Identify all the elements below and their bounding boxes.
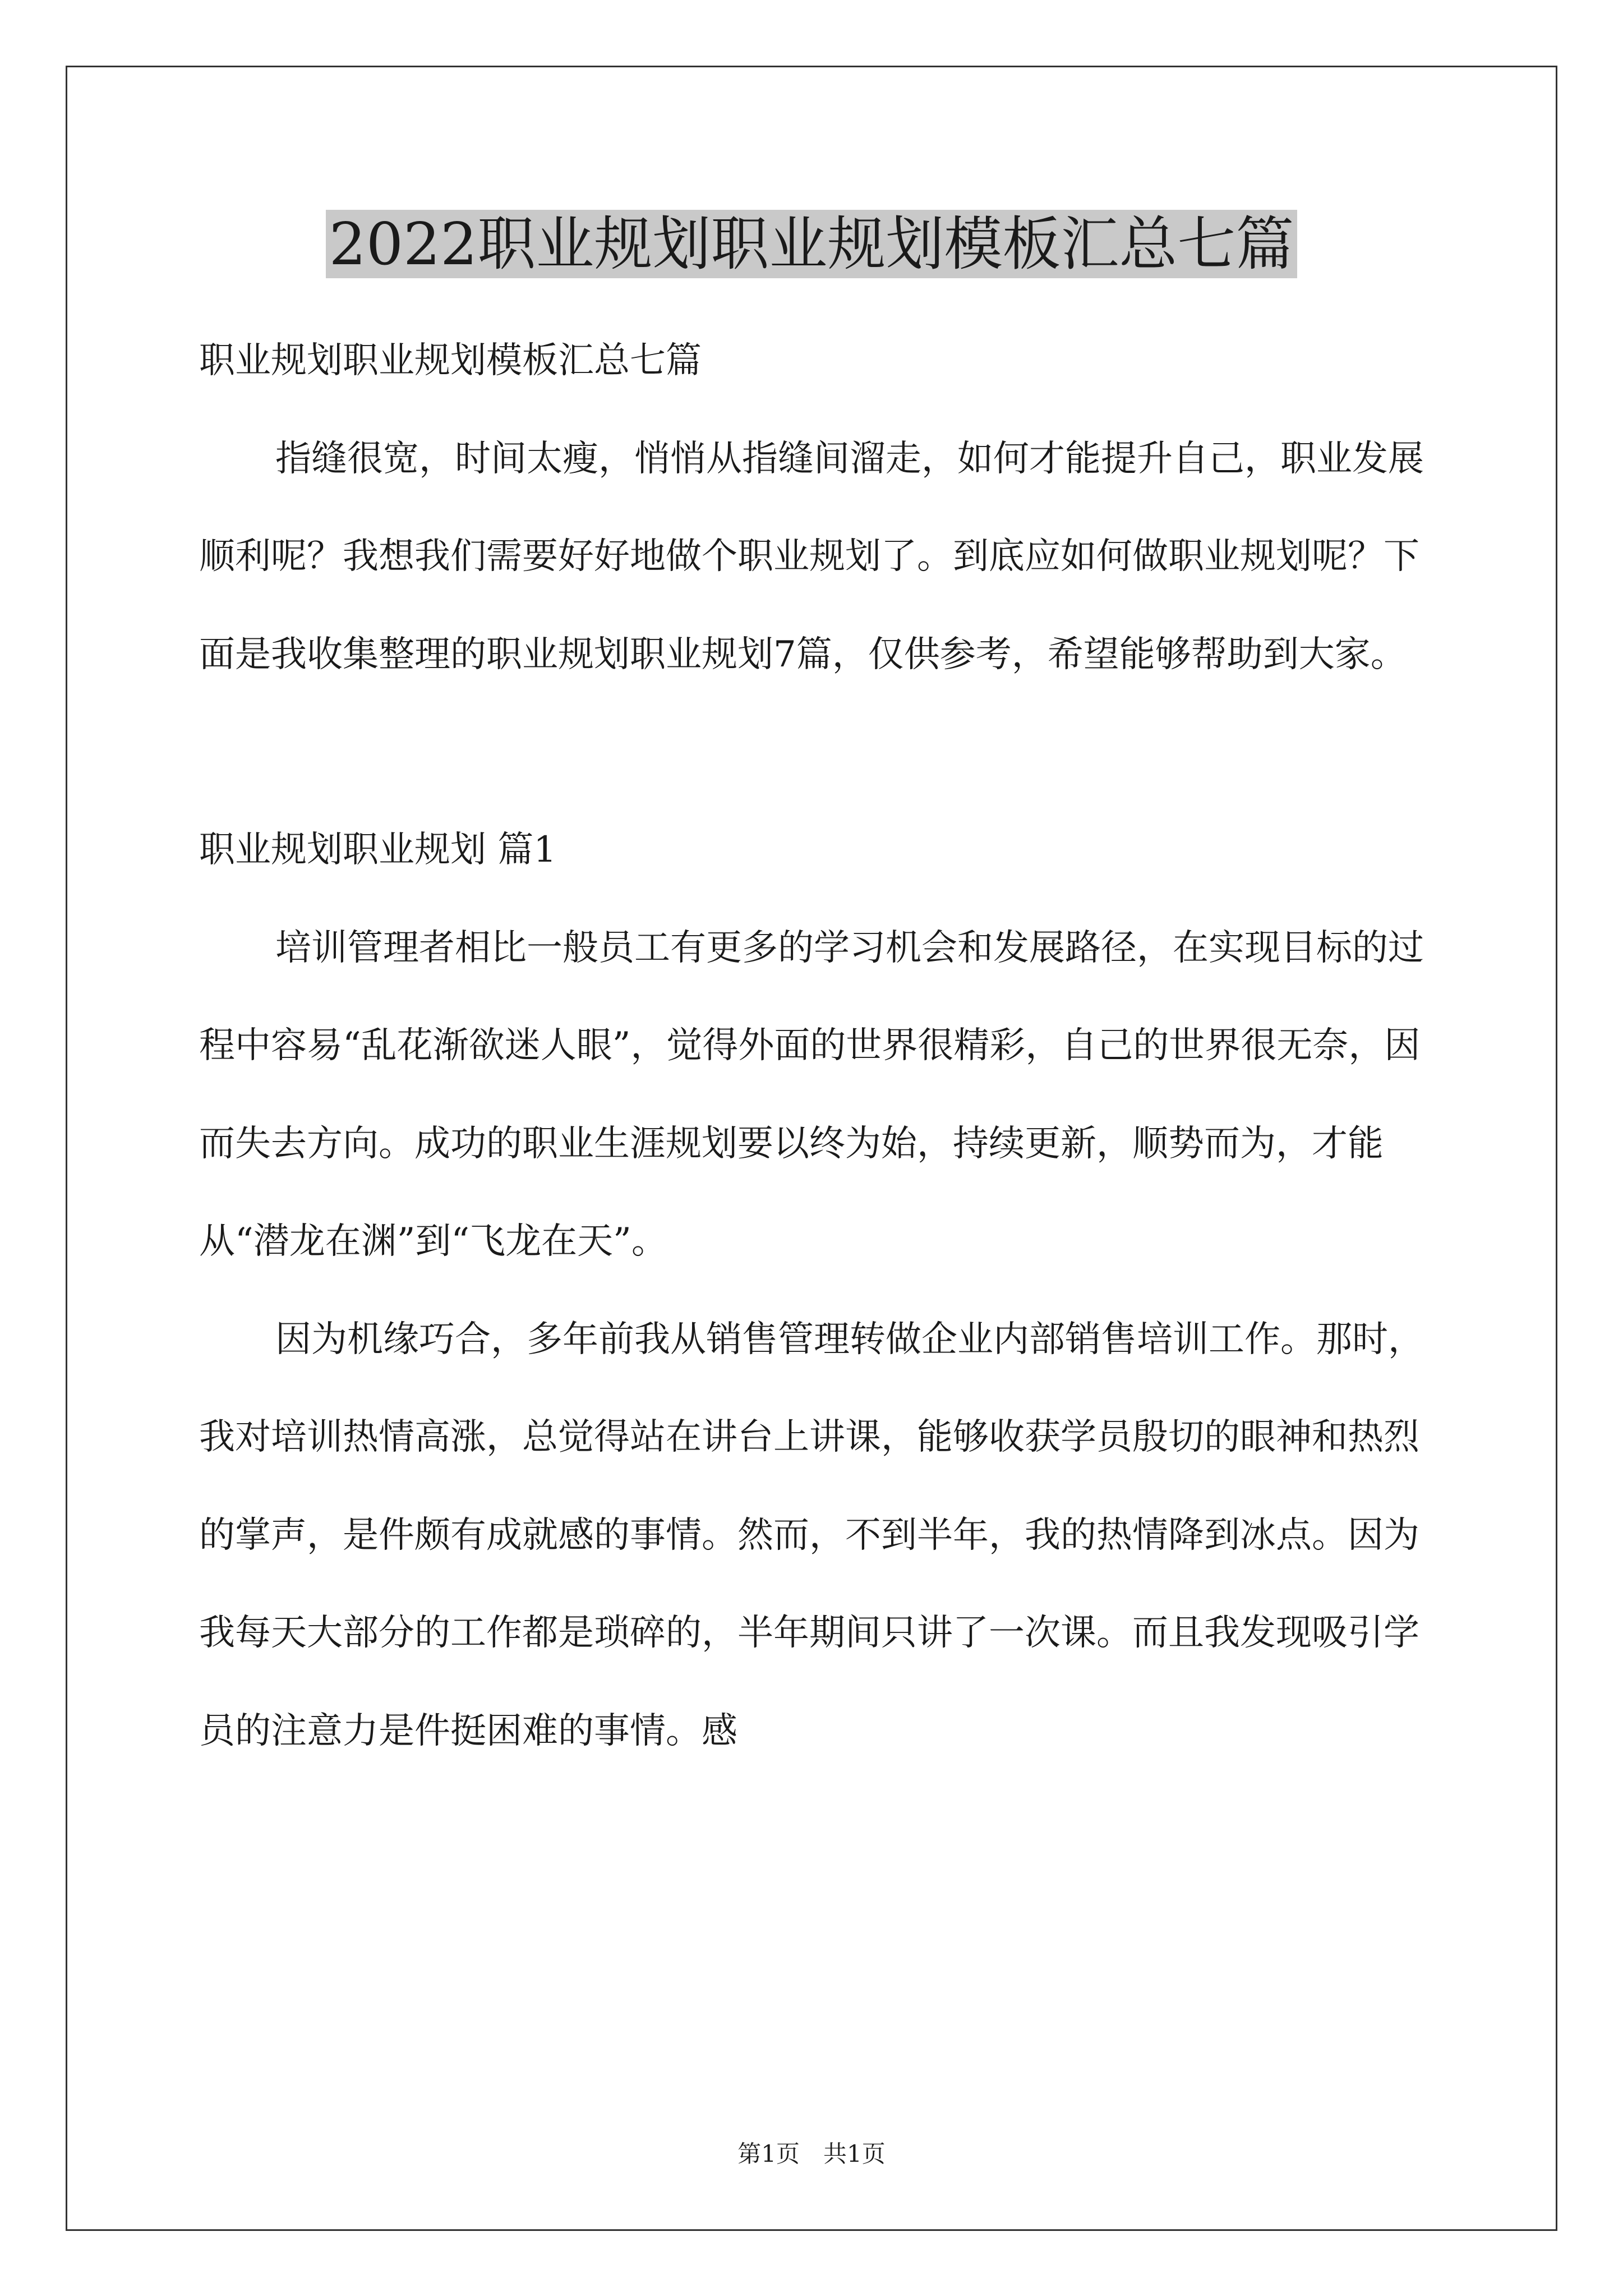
document-body [199,312,1433,1780]
body-paragraph: 培训管理者相比一般员工有更多的学习机会和发展路径，在实现目标的过程中容易“乱花渐欲迷人眼”，觉得外面的世界很精彩，自己的世界很无奈，因而失去方向。成功的职业生涯规划要以终为始，持续更新，顺势而为，才能从“潜龙在渊”到“飞龙在天”。 [199,927,1424,1262]
intro-paragraph: 指缝很宽，时间太瘦，悄悄从指缝间溜走，如何才能提升自己，职业发展顺利呢？我想我们需要好好地做个职业规划了。到底应如何做职业规划呢？下面是我收集整理的职业规划职业规划7篇，仅供参考，希望能够帮助到大家。 [199,438,1424,675]
document-title [0,202,1623,286]
section-heading: 职业规划职业规划 篇1 [199,829,557,871]
page-footer: 第1页 共1页 [737,2140,886,2168]
body-paragraph: 因为机缘巧合，多年前我从销售管理转做企业内部销售培训工作。那时，我对培训热情高涨，总觉得站在讲台上讲课，能够收获学员殷切的眼神和热烈的掌声，是件颇有成就感的事情。然而，不到半年，我的热情降到冰点。因为我每天大部分的工作都是琐碎的，半年期间只讲了一次课。而且我发现吸引学员的注意力是件挺困难的事情。感 [199,1318,1424,1752]
section-spacer [199,703,1433,801]
document-title-text: 2022职业规划职业规划模板汇总七篇 [326,210,1298,278]
subtitle: 职业规划职业规划模板汇总七篇 [199,340,702,381]
